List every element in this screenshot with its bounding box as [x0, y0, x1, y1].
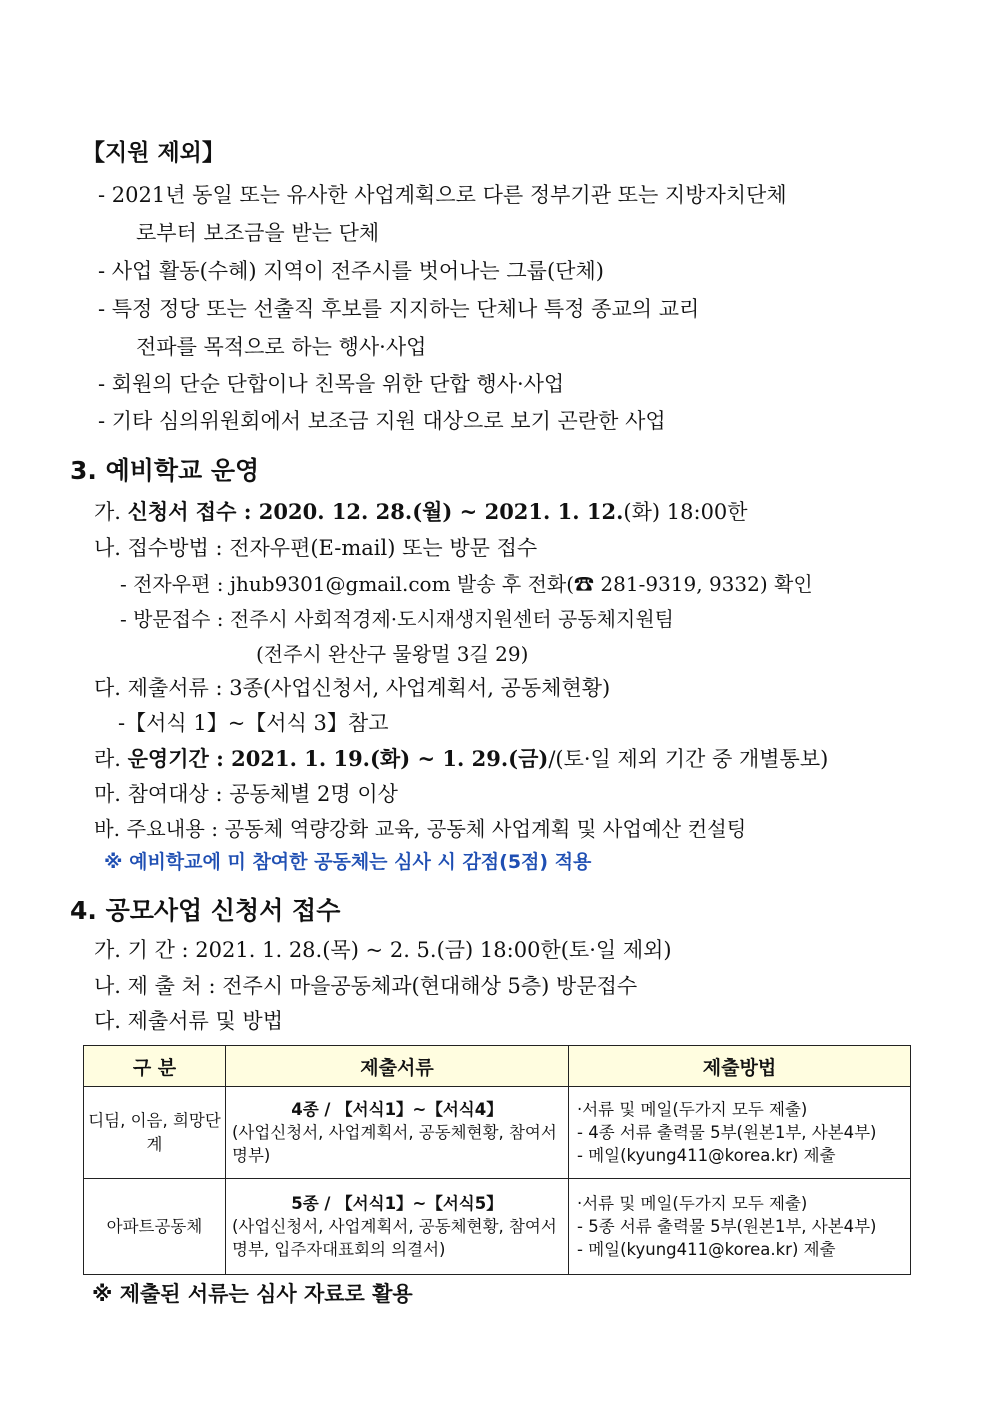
doc-title: 4종 / 【서식1】~【서식4】: [291, 1100, 503, 1119]
section3-ba: 바. 주요내용 : 공동체 역량강화 교육, 공동체 사업계획 및 사업예산 컨설팅: [94, 817, 747, 841]
method-line: ·서류 및 메일(두가지 모두 제출): [577, 1194, 808, 1213]
method-line: - 5종 서류 출력물 5부(원본1부, 사본4부): [577, 1217, 877, 1236]
doc-detail: (사업신청서, 사업계획서, 공동체현황, 참여서명부, 입주자대표회의 의결서): [232, 1217, 557, 1259]
table-cell-category: 아파트공동체: [84, 1179, 226, 1275]
ra-bold: 운영기간 : 2021. 1. 19.(화) ~ 1. 29.(금): [127, 746, 549, 771]
section4-na: 나. 제 출 처 : 전주시 마을공동체과(현대해상 5층) 방문접수: [94, 974, 638, 998]
table-header-row: [84, 1046, 911, 1087]
exclusion-line: 전파를 목적으로 하는 행사·사업: [136, 335, 427, 359]
exclusion-line: - 특정 정당 또는 선출직 후보를 지지하는 단체나 특정 종교의 교리: [98, 297, 700, 321]
table-header: 구 분: [84, 1046, 226, 1087]
ga-bold: 신청서 접수 : 2020. 12. 28.(월) ~ 2021. 1. 12.: [127, 499, 624, 524]
exclusion-line: - 2021년 동일 또는 유사한 사업계획으로 다른 정부기관 또는 지방자치단체: [98, 183, 787, 207]
section3-ga: [94, 497, 748, 527]
exclusion-line: 로부터 보조금을 받는 단체: [136, 221, 380, 245]
section3-ma: 마. 참여대상 : 공동체별 2명 이상: [94, 782, 398, 806]
method-line: - 메일(kyung411@korea.kr) 제출: [577, 1146, 836, 1165]
table-cell-documents: [226, 1179, 569, 1275]
table-row: [84, 1087, 911, 1179]
ga-rest: (화) 18:00한: [623, 500, 748, 524]
ra-prefix: 라.: [94, 747, 128, 771]
section3-na: 나. 접수방법 : 전자우편(E-mail) 또는 방문 접수: [94, 536, 538, 560]
exclusion-line: - 기타 심의위원회에서 보조금 지원 대상으로 보기 곤란한 사업: [98, 409, 666, 433]
exclusion-line: - 회원의 단순 단합이나 친목을 위한 단합 행사·사업: [98, 372, 565, 396]
ra-rest: /(토·일 제외 기간 중 개별통보): [548, 747, 829, 771]
section3-notice: ※ 예비학교에 미 참여한 공동체는 심사 시 감점(5점) 적용: [104, 851, 592, 873]
section4-title: 4. 공모사업 신청서 접수: [70, 896, 341, 925]
section3-title: 3. 예비학교 운영: [70, 456, 260, 485]
table-cell-method: [569, 1087, 911, 1179]
doc-detail: (사업신청서, 사업계획서, 공동체현황, 참여서명부): [232, 1123, 557, 1165]
table-header: 제출방법: [569, 1046, 911, 1087]
method-line: - 4종 서류 출력물 5부(원본1부, 사본4부): [577, 1123, 877, 1142]
section3-email: - 전자우편 : jhub9301@gmail.com 발송 후 전화(☎ 281-9319, 9332) 확인: [120, 572, 813, 596]
section4-da: 다. 제출서류 및 방법: [94, 1009, 283, 1033]
table-row: [84, 1179, 911, 1275]
section3-visit: - 방문접수 : 전주시 사회적경제·도시재생지원센터 공동체지원팀: [120, 607, 674, 631]
section4-footnote: ※ 제출된 서류는 심사 자료로 활용: [92, 1282, 413, 1306]
section4-ga: 가. 기 간 : 2021. 1. 28.(목) ~ 2. 5.(금) 18:00한(토·일 제외): [94, 938, 672, 962]
method-line: ·서류 및 메일(두가지 모두 제출): [577, 1100, 808, 1119]
doc-title: 5종 / 【서식1】~【서식5】: [291, 1194, 503, 1213]
section3-visit-address: (전주시 완산구 물왕멀 3길 29): [256, 642, 529, 666]
ga-prefix: 가.: [94, 500, 128, 524]
table-cell-documents: [226, 1087, 569, 1179]
table-cell-category: 디딤, 이음, 희망단계: [84, 1087, 226, 1179]
section3-ra: [94, 744, 828, 774]
section3-form-ref: -【서식 1】~【서식 3】참고: [118, 711, 389, 735]
table-header: 제출서류: [226, 1046, 569, 1087]
submission-table: [83, 1045, 911, 1275]
exclusion-line: - 사업 활동(수혜) 지역이 전주시를 벗어나는 그룹(단체): [98, 259, 604, 283]
method-line: - 메일(kyung411@korea.kr) 제출: [577, 1240, 836, 1259]
exclusion-heading: 【지원 제외】: [82, 140, 225, 166]
table-cell-method: [569, 1179, 911, 1275]
section3-da: 다. 제출서류 : 3종(사업신청서, 사업계획서, 공동체현황): [94, 676, 611, 700]
